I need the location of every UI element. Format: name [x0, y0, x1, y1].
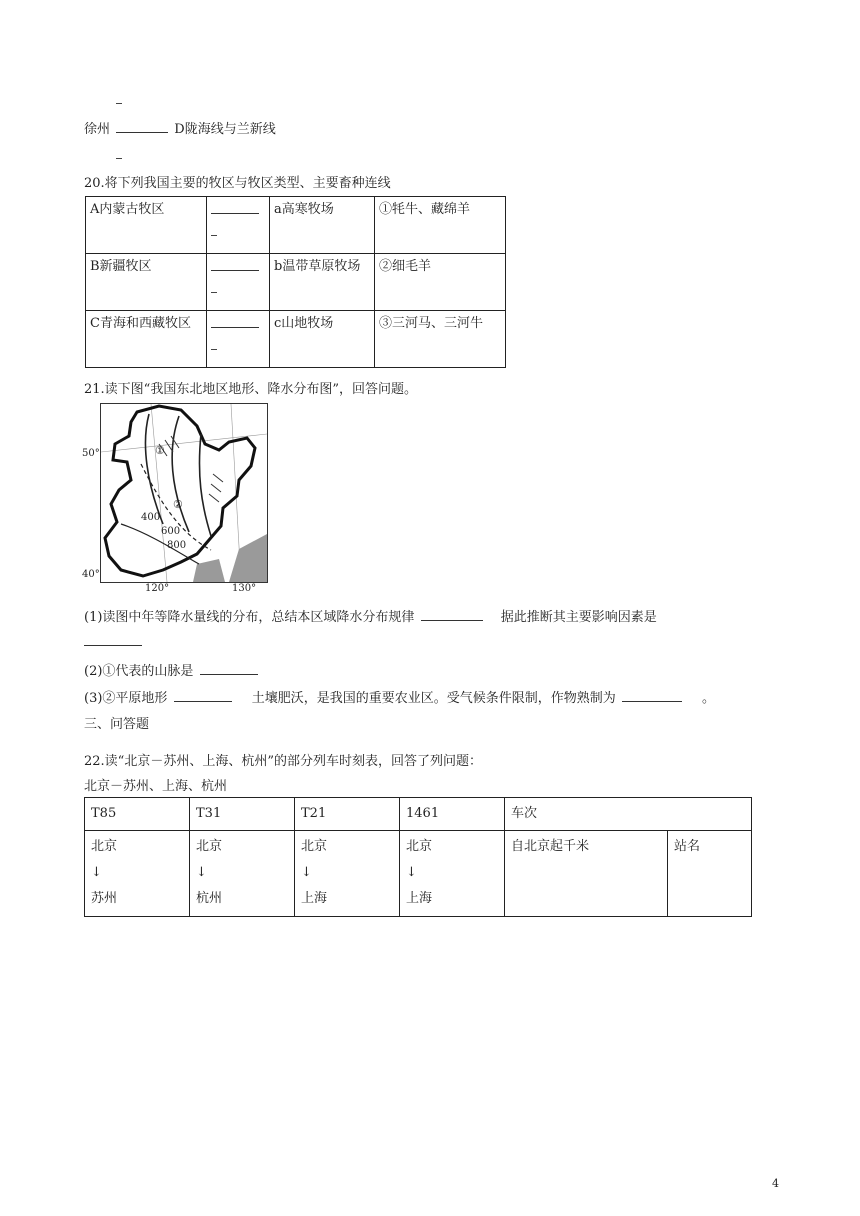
q21-sub3-text-b: 土壤肥沃，是我国的重要农业区。受气候条件限制，作物熟制为 — [251, 691, 616, 706]
answer-blank-cell[interactable] — [207, 254, 270, 311]
q21-sub3-end: 。 — [702, 691, 716, 706]
route-from: 北京 — [196, 839, 223, 854]
blank-tick — [116, 103, 122, 104]
header-cell: T85 — [85, 798, 190, 831]
breed-cell: ①牦牛、藏绵羊 — [375, 197, 506, 254]
route-arrow: ↓ — [91, 865, 102, 880]
route-from: 北京 — [91, 839, 118, 854]
q19-right-text: D陇海线与兰新线 — [174, 122, 276, 137]
q21-sub2-blank[interactable] — [200, 662, 258, 675]
northeast-china-map — [100, 403, 268, 583]
q21-title: 21.读下图“我国东北地区地形、降水分布图”，回答问题。 — [84, 382, 417, 397]
blank-tick — [116, 158, 122, 159]
q21-sub2-text: (2)①代表的山脉是 — [84, 664, 194, 679]
q21-sub3-blank-b[interactable] — [622, 689, 682, 702]
q21-sub3-text-a: (3)②平原地形 — [84, 691, 168, 706]
route-cell — [85, 831, 190, 917]
region-cell: C青海和西藏牧区 — [86, 311, 207, 368]
km-label-cell: 自北京起千米 — [505, 831, 668, 917]
q21-sub3 — [84, 687, 715, 706]
isohyet-label-400: 400 — [141, 512, 161, 523]
station-label-cell: 站名 — [668, 831, 752, 917]
q19-answer-blank[interactable] — [116, 120, 168, 133]
q22-caption: 北京－苏州、上海、杭州 — [84, 779, 228, 794]
q21-sub3-blank-a[interactable] — [174, 689, 232, 702]
answer-blank-cell[interactable] — [207, 311, 270, 368]
map-drawing — [101, 404, 267, 582]
q21-sub2 — [84, 660, 260, 679]
q19-left-text: 徐州 — [84, 122, 111, 137]
isohyet-label-600: 600 — [161, 526, 181, 537]
route-to: 杭州 — [196, 891, 223, 906]
route-arrow: ↓ — [196, 865, 207, 880]
q21-sub1-blank-b[interactable] — [84, 637, 142, 646]
table-row — [86, 197, 506, 254]
route-cell — [295, 831, 400, 917]
route-to: 苏州 — [91, 891, 118, 906]
header-cell: T21 — [295, 798, 400, 831]
breed-cell: ③三河马、三河牛 — [375, 311, 506, 368]
table-row — [86, 254, 506, 311]
type-cell: c山地牧场 — [270, 311, 375, 368]
route-arrow: ↓ — [406, 865, 417, 880]
route-from: 北京 — [406, 839, 433, 854]
table-header-row — [85, 798, 752, 831]
marker-2: ② — [173, 498, 183, 511]
page-number: 4 — [772, 1177, 779, 1190]
q21-sub1-blank-a[interactable] — [421, 608, 483, 621]
q22-title: 22.读“北京－苏州、上海、杭州”的部分列车时刻表，回答了列问题： — [84, 754, 482, 769]
route-cell — [190, 831, 295, 917]
lon-label-130: 130° — [232, 583, 257, 594]
lat-label-50: 50° — [82, 448, 100, 459]
pasture-table — [85, 196, 506, 368]
route-arrow: ↓ — [301, 865, 312, 880]
q21-sub1 — [84, 606, 657, 625]
q20-title: 20.将下列我国主要的牧区与牧区类型、主要畜种连线 — [84, 176, 391, 191]
header-cell: T31 — [190, 798, 295, 831]
answer-blank-cell[interactable] — [207, 197, 270, 254]
route-to: 上海 — [406, 891, 433, 906]
header-cell: 车次 — [505, 798, 752, 831]
route-cell — [400, 831, 505, 917]
lat-label-40: 40° — [82, 569, 100, 580]
q19-tail-line — [84, 118, 276, 137]
section-title: 三、问答题 — [84, 717, 150, 732]
region-cell: B新疆牧区 — [86, 254, 207, 311]
route-to: 上海 — [301, 891, 328, 906]
isohyet-label-800: 800 — [167, 540, 187, 551]
table-row — [85, 831, 752, 917]
table-row — [86, 311, 506, 368]
breed-cell: ②细毛羊 — [375, 254, 506, 311]
train-timetable — [84, 797, 752, 917]
q21-sub1-text-a: (1)读图中年等降水量线的分布，总结本区域降水分布规律 — [84, 610, 415, 625]
q21-sub1-text-b: 据此推断其主要影响因素是 — [500, 610, 657, 625]
type-cell: a高寒牧场 — [270, 197, 375, 254]
marker-1: ① — [155, 444, 165, 457]
type-cell: b温带草原牧场 — [270, 254, 375, 311]
route-from: 北京 — [301, 839, 328, 854]
region-cell: A内蒙古牧区 — [86, 197, 207, 254]
lon-label-120: 120° — [145, 583, 170, 594]
header-cell: 1461 — [400, 798, 505, 831]
